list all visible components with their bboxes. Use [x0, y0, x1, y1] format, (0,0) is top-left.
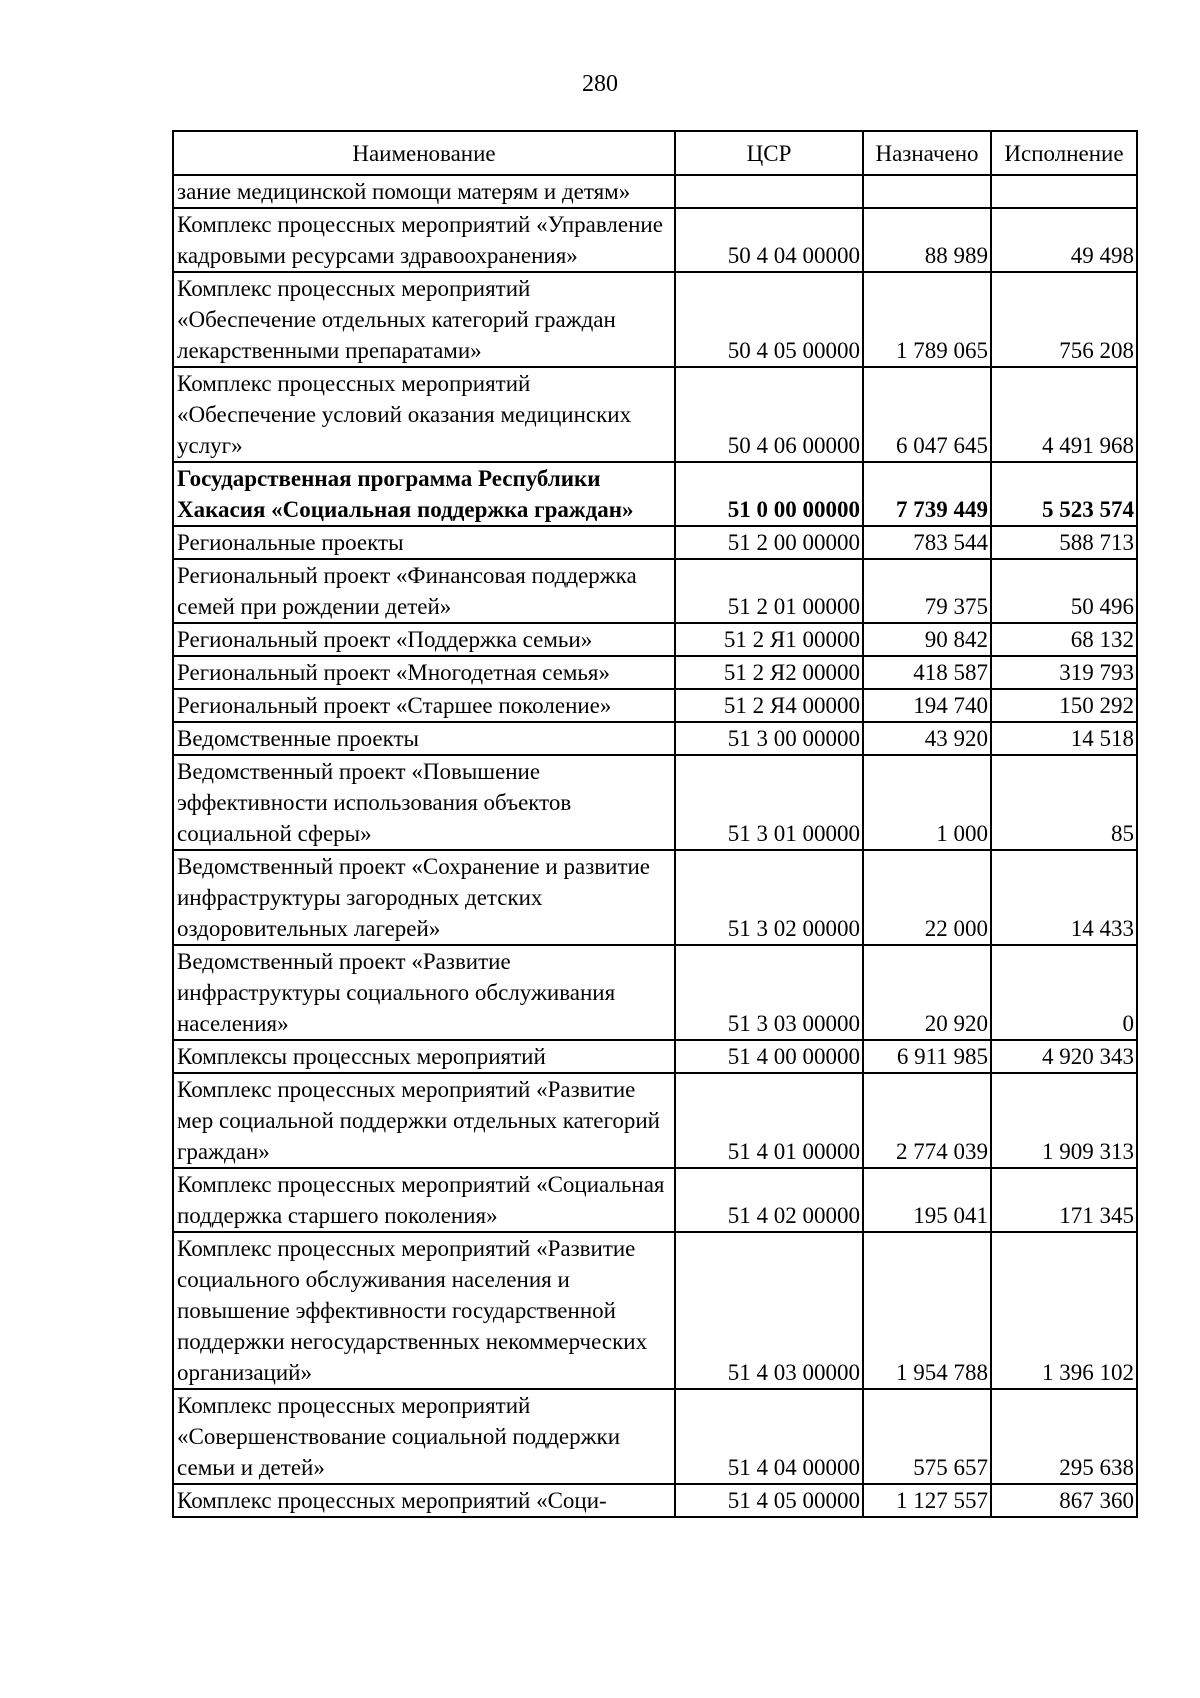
cell-name: Комплекс процессных мероприятий «Обеспечение отдельных категорий граждан лекарственными препаратами»	[173, 272, 675, 367]
cell-execution: 319 793	[991, 656, 1137, 689]
cell-name: Комплекс процессных мероприятий «Развитие мер социальной поддержки отдельных категорий граждан»	[173, 1073, 675, 1168]
budget-table	[172, 130, 1138, 1518]
cell-assigned: 2 774 039	[863, 1073, 991, 1168]
table-header-row	[173, 131, 1137, 175]
cell-csr: 50 4 05 00000	[675, 272, 863, 367]
cell-execution: 0	[991, 945, 1137, 1040]
cell-assigned: 22 000	[863, 850, 991, 945]
cell-assigned: 1 954 788	[863, 1232, 991, 1389]
cell-execution: 14 518	[991, 722, 1137, 755]
cell-execution: 49 498	[991, 208, 1137, 272]
cell-execution: 1 909 313	[991, 1073, 1137, 1168]
cell-name: Региональный проект «Поддержка семьи»	[173, 623, 675, 656]
cell-csr: 50 4 06 00000	[675, 367, 863, 462]
cell-name: Комплекс процессных мероприятий «Соци-	[173, 1484, 675, 1517]
cell-csr: 51 2 01 00000	[675, 559, 863, 623]
cell-assigned: 1 127 557	[863, 1484, 991, 1517]
table-row	[173, 850, 1137, 945]
cell-name: Ведомственный проект «Сохранение и развитие инфраструктуры загородных детских оздоровительных лагерей»	[173, 850, 675, 945]
cell-csr: 51 3 01 00000	[675, 755, 863, 850]
table-row	[173, 272, 1137, 367]
cell-name: Комплексы процессных мероприятий	[173, 1040, 675, 1073]
cell-execution: 171 345	[991, 1168, 1137, 1232]
cell-assigned: 1 000	[863, 755, 991, 850]
table-row	[173, 1073, 1137, 1168]
cell-csr: 51 4 00 00000	[675, 1040, 863, 1073]
cell-csr	[675, 175, 863, 208]
cell-assigned: 88 989	[863, 208, 991, 272]
cell-name: зание медицинской помощи матерям и детям»	[173, 175, 675, 208]
cell-csr: 51 4 03 00000	[675, 1232, 863, 1389]
cell-assigned: 418 587	[863, 656, 991, 689]
cell-assigned: 575 657	[863, 1389, 991, 1484]
table-row	[173, 623, 1137, 656]
cell-execution: 4 491 968	[991, 367, 1137, 462]
cell-csr: 51 2 Я4 00000	[675, 689, 863, 722]
cell-assigned: 783 544	[863, 526, 991, 559]
cell-assigned: 6 911 985	[863, 1040, 991, 1073]
cell-csr: 51 2 Я1 00000	[675, 623, 863, 656]
cell-csr: 51 3 00 00000	[675, 722, 863, 755]
cell-assigned: 90 842	[863, 623, 991, 656]
cell-name: Государственная программа Республики Хакасия «Социальная поддержка граждан»	[173, 462, 675, 526]
cell-csr: 50 4 04 00000	[675, 208, 863, 272]
cell-assigned: 79 375	[863, 559, 991, 623]
cell-csr: 51 4 02 00000	[675, 1168, 863, 1232]
cell-name: Региональный проект «Старшее поколение»	[173, 689, 675, 722]
cell-csr: 51 4 05 00000	[675, 1484, 863, 1517]
cell-name: Ведомственный проект «Развитие инфраструктуры социального обслуживания населения»	[173, 945, 675, 1040]
cell-name: Комплекс процессных мероприятий «Совершенствование социальной поддержки семьи и детей»	[173, 1389, 675, 1484]
cell-name: Комплекс процессных мероприятий «Социальная поддержка старшего поколения»	[173, 1168, 675, 1232]
table-row	[173, 945, 1137, 1040]
table-row	[173, 559, 1137, 623]
table-row	[173, 462, 1137, 526]
page-number: 280	[582, 71, 618, 97]
cell-name: Комплекс процессных мероприятий «Управление кадровыми ресурсами здравоохранения»	[173, 208, 675, 272]
cell-assigned: 43 920	[863, 722, 991, 755]
header-name: Наименование	[173, 131, 675, 175]
table-row	[173, 367, 1137, 462]
cell-execution: 4 920 343	[991, 1040, 1137, 1073]
cell-execution: 50 496	[991, 559, 1137, 623]
cell-assigned: 1 789 065	[863, 272, 991, 367]
cell-execution: 85	[991, 755, 1137, 850]
cell-name: Ведомственные проекты	[173, 722, 675, 755]
cell-execution: 588 713	[991, 526, 1137, 559]
table-row	[173, 722, 1137, 755]
table-row	[173, 755, 1137, 850]
cell-name: Региональные проекты	[173, 526, 675, 559]
cell-name: Региональный проект «Финансовая поддержка семей при рождении детей»	[173, 559, 675, 623]
cell-name: Комплекс процессных мероприятий «Обеспечение условий оказания медицинских услуг»	[173, 367, 675, 462]
cell-assigned: 6 047 645	[863, 367, 991, 462]
table-row	[173, 1389, 1137, 1484]
table-row	[173, 1040, 1137, 1073]
header-csr: ЦСР	[675, 131, 863, 175]
cell-name: Региональный проект «Многодетная семья»	[173, 656, 675, 689]
cell-assigned: 7 739 449	[863, 462, 991, 526]
cell-execution: 1 396 102	[991, 1232, 1137, 1389]
cell-execution: 867 360	[991, 1484, 1137, 1517]
cell-assigned: 195 041	[863, 1168, 991, 1232]
cell-assigned	[863, 175, 991, 208]
cell-execution: 68 132	[991, 623, 1137, 656]
cell-csr: 51 2 00 00000	[675, 526, 863, 559]
cell-csr: 51 2 Я2 00000	[675, 656, 863, 689]
table-row	[173, 208, 1137, 272]
table-row	[173, 1168, 1137, 1232]
cell-csr: 51 3 02 00000	[675, 850, 863, 945]
table-row	[173, 1232, 1137, 1389]
cell-csr: 51 4 04 00000	[675, 1389, 863, 1484]
cell-execution	[991, 175, 1137, 208]
cell-assigned: 20 920	[863, 945, 991, 1040]
table-row	[173, 1484, 1137, 1517]
cell-execution: 295 638	[991, 1389, 1137, 1484]
cell-execution: 5 523 574	[991, 462, 1137, 526]
table-row	[173, 656, 1137, 689]
table-body	[173, 175, 1137, 1517]
cell-execution: 150 292	[991, 689, 1137, 722]
cell-csr: 51 3 03 00000	[675, 945, 863, 1040]
cell-name: Ведомственный проект «Повышение эффективности использования объектов социальной сферы»	[173, 755, 675, 850]
cell-name: Комплекс процессных мероприятий «Развитие социального обслуживания населения и повышение эффективности государственной поддержки негосударственных некоммерческих организаций»	[173, 1232, 675, 1389]
cell-execution: 756 208	[991, 272, 1137, 367]
cell-csr: 51 0 00 00000	[675, 462, 863, 526]
table-row	[173, 175, 1137, 208]
cell-csr: 51 4 01 00000	[675, 1073, 863, 1168]
cell-assigned: 194 740	[863, 689, 991, 722]
header-execution: Исполнение	[991, 131, 1137, 175]
header-assigned: Назначено	[863, 131, 991, 175]
table-row	[173, 526, 1137, 559]
table-row	[173, 689, 1137, 722]
cell-execution: 14 433	[991, 850, 1137, 945]
